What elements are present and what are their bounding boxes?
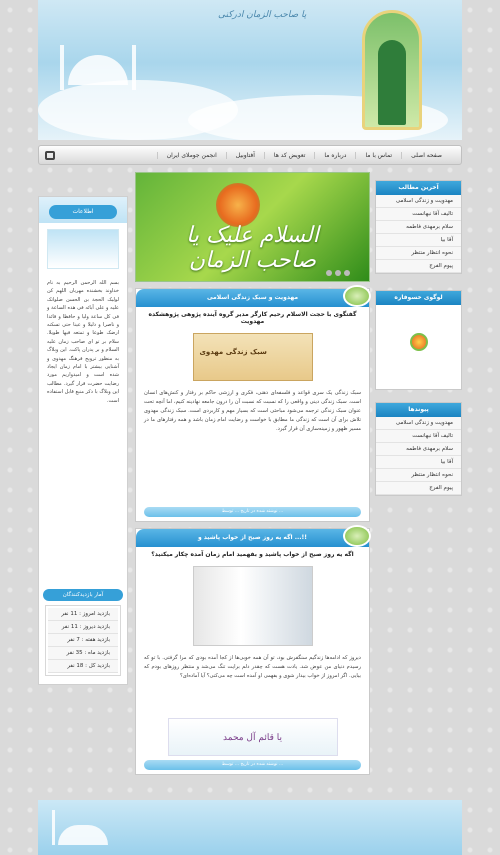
banner-calligraphy: السلام علیک یا صاحب الزمان (186, 223, 319, 273)
latest-link[interactable]: تالیف آقا نبهانست (376, 208, 461, 221)
mosque-dome-icon (68, 55, 128, 85)
info-image (47, 229, 119, 269)
site-header (38, 0, 462, 140)
nav-aftab[interactable]: آفتاوبیل (226, 152, 264, 159)
slider-dot[interactable] (326, 270, 332, 276)
post-2-caption: یا قائم آل محمد (223, 733, 282, 743)
post-1-subtitle: گفتگوی با حجت الاسلام رحیم کارگر مدیر گروه آینده پژوهی پژوهشکده مهدویت (148, 311, 357, 325)
post-1-body: سبک زندگی یک سری قواعد و فلسفه‌ای ذهنی، فکری و ارزشی حاکم بر رفتار و کنش‌های انسان است. سبک زندگی دینی و واقعی را که نسبت که نسبت آن را درون جامعه نهادینه کنیم، اما آنچه تحت عنوان سبک زندگی ترجمه می‌شود مباحثی است که بسیار مهم و کاربردی است. سبک زندگی مهدوی تلاش برای آن است که زندگی ما مطابق با خواست و رضایت امام زمان باشد و همه رفتارهای ما در مسیر ظهور و زمینه‌سازی آن قرار گیرد. (144, 390, 361, 432)
home-icon[interactable] (45, 151, 55, 160)
main-content (135, 172, 370, 775)
figure-image (378, 40, 406, 125)
site-title: یا صاحب الزمان ادرکنی (218, 10, 307, 20)
slider-dot[interactable] (335, 270, 341, 276)
info-title: اطلاعات (49, 205, 117, 219)
site-footer (38, 800, 462, 855)
latest-link[interactable]: نحوه انتظار منتظر (376, 247, 461, 260)
link-item[interactable]: پیوم الفرج (376, 482, 461, 495)
latest-posts-box (375, 180, 462, 274)
left-sidebar (38, 196, 128, 685)
nav-home[interactable]: صفحه اصلی (401, 152, 451, 159)
nav-joomla[interactable]: انجمن جوملای ایران (157, 152, 226, 159)
logo-box (375, 290, 462, 390)
link-item[interactable]: نحوه انتظار منتظر (376, 469, 461, 482)
latest-link[interactable]: آقا بیا (376, 234, 461, 247)
post-2-subtitle: اگه یه روز صبح از خواب پاشید و بفهمید امام زمان آمده چکار میکنید؟ (151, 551, 354, 558)
slider-dots (326, 270, 350, 276)
info-box-header (39, 197, 127, 223)
mosque-dome-icon (58, 825, 108, 845)
minaret-icon (52, 810, 55, 845)
post-badge-icon (343, 525, 371, 547)
post-2-body: دیروز که ادامه‌ها زندگیم سنگفرش بود، تو آن همه خوبی‌ها از کجا آمده بودی که مرا گرفتی. با تو که رسیدم دنیای من عوض شد. یادت هست که چقدر دلم برایت تنگ می‌شد و منتظر روزهای بودم که بیایی. اگر امروز از خواب بیدار شوی و بفهمی او آمده است چه می‌کنی؟ آیا آماده‌ای؟ (144, 655, 361, 679)
logo-box-title: لوگوی خسوفاره (376, 291, 461, 305)
logo-image[interactable] (410, 333, 428, 351)
link-item[interactable]: آقا بیا (376, 456, 461, 469)
post-badge-icon (343, 285, 371, 307)
nav-codes[interactable]: تعویض کد ها (264, 152, 315, 159)
post-2-image (193, 566, 313, 646)
slider-banner[interactable] (135, 172, 370, 282)
minaret-icon (60, 45, 64, 90)
post-1-title[interactable]: مهدویت و سبک زندگی اسلامی (136, 289, 369, 307)
flower-image (216, 183, 260, 227)
post-1-image-text: سبک زندگی مهدوی (199, 348, 267, 356)
post-1-footer: نوشته شده در تاریخ ... توسط ... (144, 507, 361, 517)
links-box (375, 402, 462, 496)
latest-link[interactable]: سلام برمهدی فاطمه (376, 221, 461, 234)
link-item[interactable]: مهدویت و زندگی اسلامی (376, 417, 461, 430)
latest-link[interactable]: مهدویت و زندگی اسلامی (376, 195, 461, 208)
main-nav (38, 145, 462, 165)
latest-posts-title: آخرین مطالب (376, 181, 461, 195)
minaret-icon (132, 45, 136, 90)
stat-month: بازدید ماه : 35 نفر (48, 647, 118, 660)
stats-list (45, 605, 121, 676)
info-text: بسم الله الرحمن الرحیم به نام خداوند بخشنده مهربان اللهم کن لولیک الحجة بن الحسن صلواتک علیه و علی آبائه فی هذه الساعة و فی کل ساعة ولیا و حافظا و قائدا و ناصرا و دلیلا و عینا حتی تسکنه ارضک طوعا و تمتعه فیها طویلا. سلام بر تو ای صاحب زمان علیه السلام و بر پدران پاکت. این وبلاگ به منظور ترویج فرهنگ مهدوی و آشنایی بیشتر با امام زمان ایجاد شده است و امیدواریم مورد رضایت حضرت قرار گیرد. مطالب این وبلاگ با ذکر منبع قابل استفاده است. (47, 280, 119, 404)
post-2 (135, 528, 370, 775)
post-1 (135, 288, 370, 522)
post-2-footer: نوشته شده در تاریخ ... توسط ... (144, 760, 361, 770)
links-title: پیوندها (376, 403, 461, 417)
stat-week: بازدید هفته : 7 نفر (48, 634, 118, 647)
nav-contact[interactable]: تماس با ما (355, 152, 401, 159)
post-2-caption-image (168, 718, 338, 756)
stat-today: بازدید امروز : 11 نفر (48, 608, 118, 621)
stats-title: آمار بازدیدکنندگان (43, 589, 123, 601)
post-2-title[interactable]: اگه یه روز صبح از خواب پاشید و ...!! (136, 529, 369, 547)
link-item[interactable]: تالیف آقا نبهانست (376, 430, 461, 443)
slider-dot[interactable] (344, 270, 350, 276)
stat-total: بازدید کل : 18 نفر (48, 660, 118, 673)
link-item[interactable]: سلام برمهدی فاطمه (376, 443, 461, 456)
post-1-image (193, 333, 313, 381)
latest-link[interactable]: پیوم الفرج (376, 260, 461, 273)
nav-about[interactable]: درباره ما (314, 152, 355, 159)
stat-yesterday: بازدید دیروز : 11 نفر (48, 621, 118, 634)
